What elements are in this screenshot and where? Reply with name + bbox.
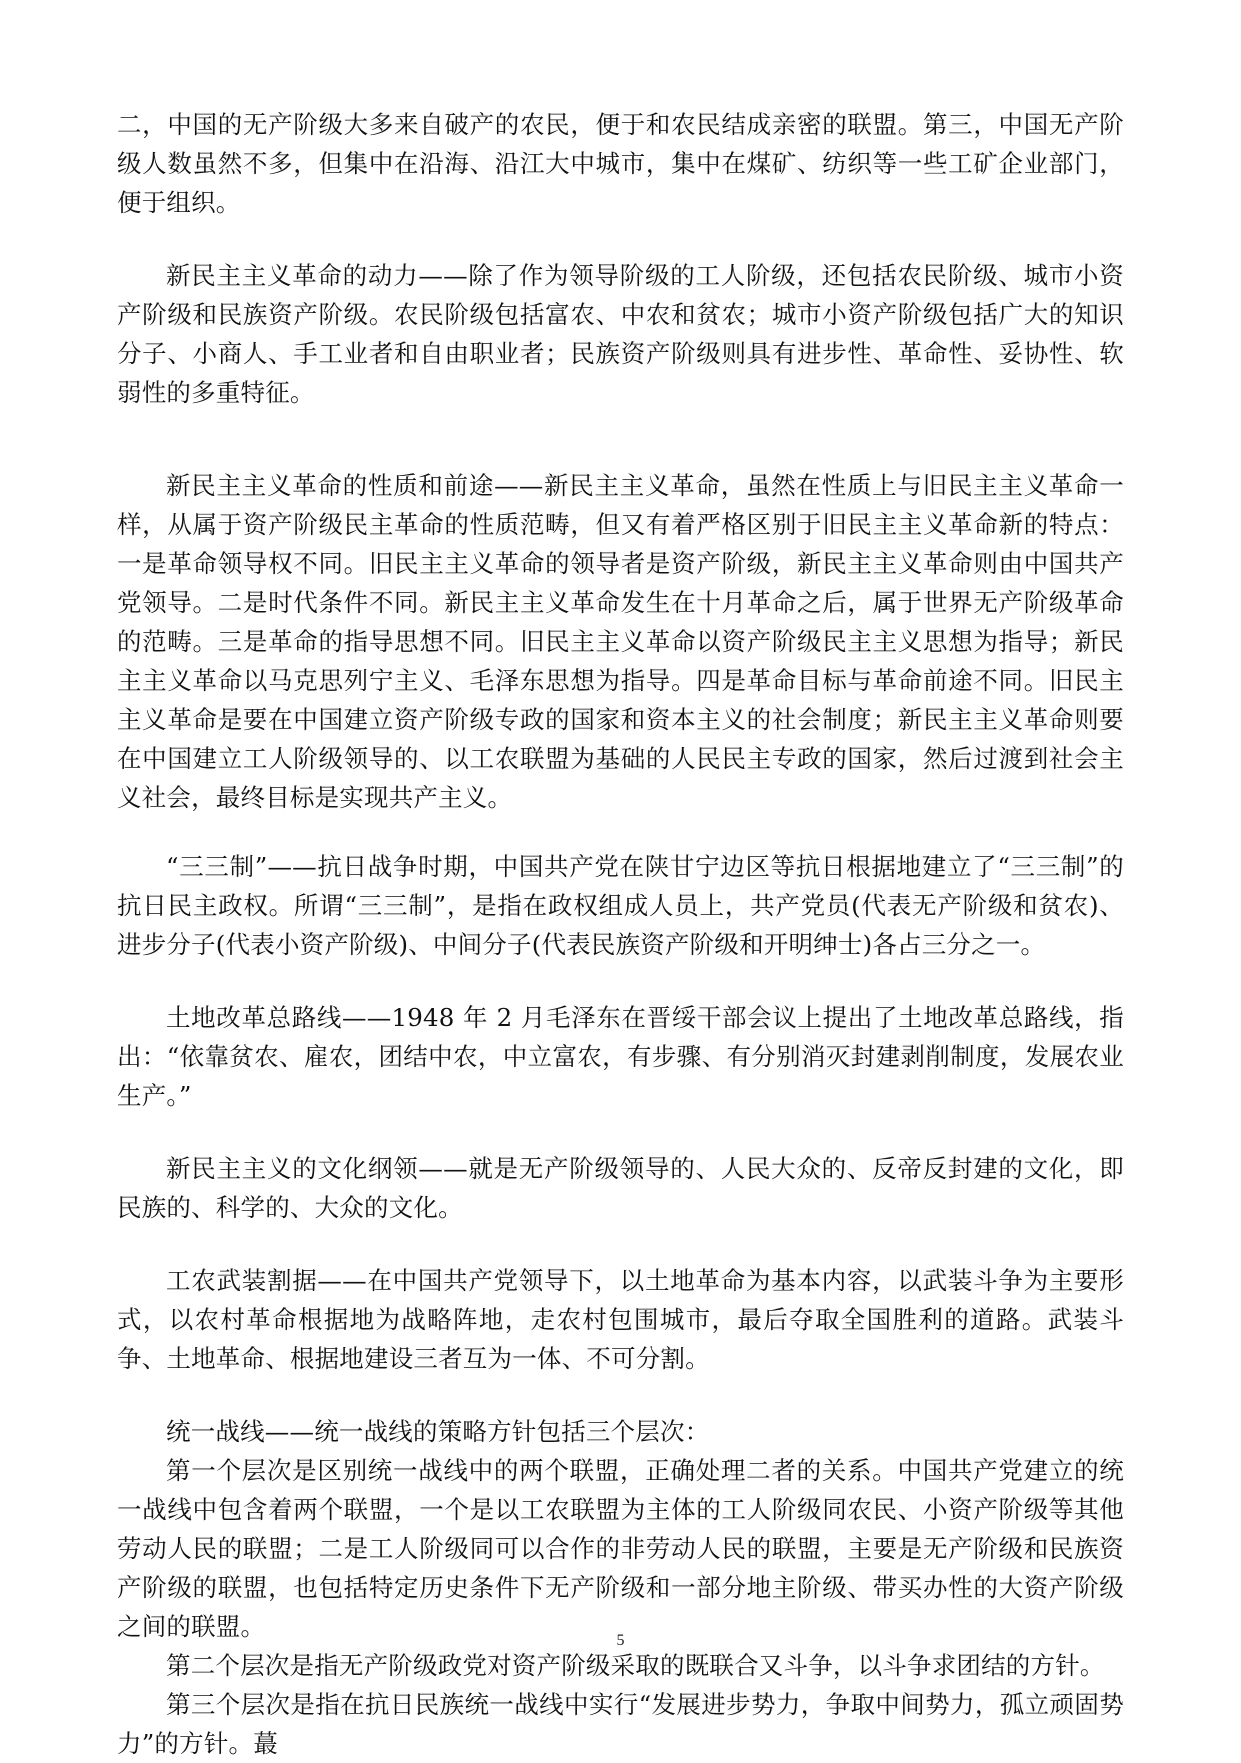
paragraph-united-front-level-3: 第三个层次是指在抗日民族统一战线中实行“发展进步势力，争取中间势力，孤立顽固势力”的方针。蕞 bbox=[117, 1690, 1124, 1758]
paragraph-revolution-nature-prospect: 新民主主义革命的性质和前途——新民主主义革命，虽然在性质上与旧民主主义革命一样，从属于资产阶级民主革命的性质范畴，但又有着严格区别于旧民主主义革命新的特点：一是革命领导权不同。旧民主主义革命的领导者是资产阶级，新民主主义革命则由中国共产党领导。二是时代条件不同。新民主主义革命发生在十月革命之后，属于世界无产阶级革命的范畴。三是革命的指导思想不同。旧民主主义革命以资产阶级民主主义思想为指导；新民主主义革命以马克思列宁主义、毛泽东思想为指导。四是革命目标与革命前途不同。旧民主主义革命是要在中国建立资产阶级专政的国家和资本主义的社会制度；新民主主义革命则要在中国建立工人阶级领导的、以工农联盟为基础的人民民主专政的国家，然后过渡到社会主义社会，最终目标是实现共产主义。 bbox=[117, 471, 1124, 812]
paragraph-united-front-level-1: 第一个层次是区别统一战线中的两个联盟，正确处理二者的关系。中国共产党建立的统一战线中包含着两个联盟，一个是以工农联盟为主体的工人阶级同农民、小资产阶级等其他劳动人民的联盟；二是工人阶级同可以合作的非劳动人民的联盟，主要是无产阶级和民族资产阶级的联盟，也包括特定历史条件下无产阶级和一部分地主阶级、带买办性的大资产阶级之间的联盟。 bbox=[117, 1456, 1124, 1641]
paragraph-armed-separatism: 工农武装割据——在中国共产党领导下，以土地革命为基本内容，以武装斗争为主要形式，以农村革命根据地为战略阵地，走农村包围城市，最后夺取全国胜利的道路。武装斗争、土地革命、根据地建设三者互为一体、不可分割。 bbox=[117, 1266, 1124, 1373]
paragraph-united-front-level-2: 第二个层次是指无产阶级政党对资产阶级采取的既联合又斗争，以斗争求团结的方针。 bbox=[166, 1651, 1105, 1680]
paragraph-united-front-intro: 统一战线——统一战线的策略方针包括三个层次： bbox=[166, 1417, 710, 1446]
paragraph-cultural-program: 新民主主义的文化纲领——就是无产阶级领导的、人民大众的、反帝反封建的文化，即民族的、科学的、大众的文化。 bbox=[117, 1154, 1124, 1222]
page-number: 5 bbox=[616, 1632, 625, 1649]
paragraph-three-thirds-system: “三三制”——抗日战争时期，中国共产党在陕甘宁边区等抗日根据地建立了“三三制”的抗日民主政权。所谓“三三制”，是指在政权组成人员上，共产党员(代表无产阶级和贫农)、进步分子(代表小资产阶级)、中间分子(代表民族资产阶级和开明绅士)各占三分之一。 bbox=[117, 852, 1124, 959]
paragraph-land-reform-line: 土地改革总路线——1948 年 2 月毛泽东在晋绥干部会议上提出了土地改革总路线，指出：“依靠贫农、雇农，团结中农，中立富农，有步骤、有分别消灭封建剥削制度，发展农业生产。” bbox=[117, 1003, 1124, 1110]
document-body bbox=[117, 105, 1124, 1763]
paragraph-revolution-motive-force: 新民主主义革命的动力——除了作为领导阶级的工人阶级，还包括农民阶级、城市小资产阶级和民族资产阶级。农民阶级包括富农、中农和贫农；城市小资产阶级包括广大的知识分子、小商人、手工业者和自由职业者；民族资产阶级则具有进步性、革命性、妥协性、软弱性的多重特征。 bbox=[117, 261, 1124, 407]
paragraph-continuation: 二，中国的无产阶级大多来自破产的农民，便于和农民结成亲密的联盟。第三，中国无产阶级人数虽然不多，但集中在沿海、沿江大中城市，集中在煤矿、纺织等一些工矿企业部门，便于组织。 bbox=[117, 110, 1124, 217]
